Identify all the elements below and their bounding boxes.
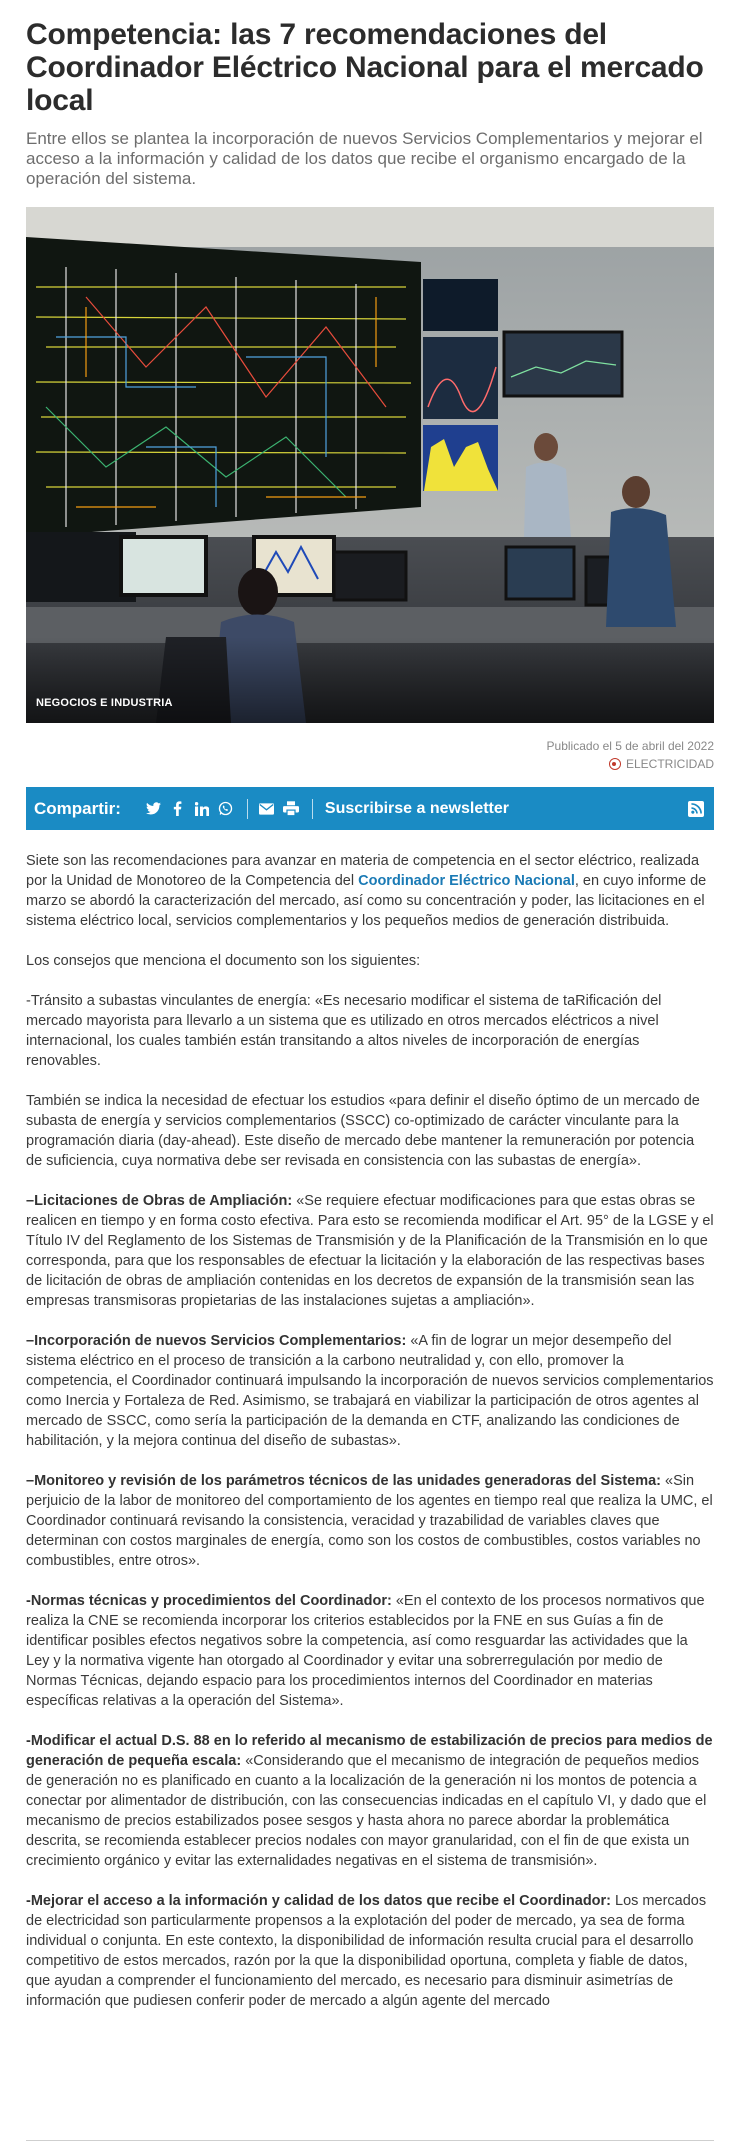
email-icon[interactable]	[258, 800, 276, 818]
whatsapp-icon[interactable]	[217, 800, 235, 818]
lightning-icon	[609, 758, 621, 770]
article-meta	[26, 737, 714, 775]
paragraph-list-intro: Los consejos que menciona el documento son los siguientes:	[26, 953, 421, 969]
article	[26, 0, 714, 2031]
paragraph-acceso: -Mejorar el acceso a la información y calidad de los datos que recibe el Coordinador: Los mercados de electricidad son particularmente propensos a la explotación del poder de mercado, ya sea de forma individual o conjunta. En este contexto, la disponibilidad de información resulta crucial para el desarrollo competitivo de estos mercados, razón por la que la disponibilidad oportuna, completa y fiable de datos, que ayudan a comprender el funcionamiento del mercado, es necesario para disminuir asimetrías de información que pudiesen conferir poder de mercado a algún agente del mercado	[26, 1893, 707, 2009]
article-subtitle: Entre ellos se plantea la incorporación de nuevos Servicios Complementarios y mejorar el acceso a la información y calidad de los datos que recibe el organismo encargado de la operación del sistema.	[26, 129, 703, 188]
hero-image	[26, 207, 714, 723]
newsletter-link[interactable]: Suscribirse a newsletter	[324, 799, 509, 817]
paragraph-subastas: -Tránsito a subastas vinculantes de energía: «Es necesario modificar el sistema de taRificación del mercado mayorista para llevarlo a un sistema que es utilizado en otros mercados eléctricos a nivel internacional, los cuales también están transitando a altos niveles de incorporación de energías renovables.	[26, 993, 662, 1069]
rss-icon[interactable]	[688, 801, 704, 817]
coordinador-link[interactable]: Coordinador Eléctrico Nacional	[358, 873, 575, 889]
paragraph-normas: -Normas técnicas y procedimientos del Coordinador: «En el contexto de los procesos normativos que realiza la CNE se recomienda incorporar los criterios establecidos por la FNE en sus Guías a fin de identificar posibles efectos negativos sobre la competencia, así como resguardar las actividades que la Ley y la normativa vigente han otorgado al Coordinador y evitar una sobrerregulación por medio de Normas Técnicas, dejando espacio para los procedimientos internos del Coordinador en materias específicas relativas a la operación del Sistema».	[26, 1593, 705, 1709]
paragraph-licitaciones: –Licitaciones de Obras de Ampliación: «Se requiere efectuar modificaciones para que estas obras se realicen en tiempo y en forma costo efectiva. Para esto se recomienda modificar el Art. 95° de la LGSE y el Título IV del Reglamento de los Sistemas de Transmisión y de la Planificación de la Transmisión en lo que corresponda, para que los responsables de efectuar la licitación y la elaboración de las respectivas bases de licitación de obras de ampliación contenidas en los decretos de expansión de la transmisión sean las empresas transmisoras propietarias de las instalaciones sujetas a ampliación».	[26, 1193, 714, 1309]
facebook-icon[interactable]	[169, 800, 187, 818]
share-bar	[26, 787, 714, 830]
share-divider-2	[312, 799, 313, 819]
twitter-icon[interactable]	[145, 800, 163, 818]
paragraph-servicios: –Incorporación de nuevos Servicios Complementarios: «A fin de lograr un mejor desempeño del sistema eléctrico en el proceso de transición a la carbono neutralidad y, con ello, promover la competencia, el Coordinador continuará impulsando la incorporación de nuevos servicios complementarios como Inercia y Fortaleza de Red. Asimismo, se trabajará en viabilizar la participación de otros agentes al mercado de SSCC, como sería la participación de la demanda en CTF, analizando las condiciones de habilitación, y la mejora continua del diseño de subastas».	[26, 1333, 714, 1449]
paragraph-ds88: -Modificar el actual D.S. 88 en lo referido al mecanismo de estabilización de precios para medios de generación de pequeña escala: «Considerando que el mecanismo de integración de pequeños medios de generación no es planificado en cuanto a la localización de la generación ni los montos de potencia a conectar por alimentador de distribución, con las consecuencias indicadas en el capítulo VI, y dado que el mecanismo de precios estabilizados posee sesgos y hasta ahora no parece abordar la problemática descrita, se recomienda establecer precios nodales con mayor granularidad, con el fin de que exista un crecimiento orgánico y evitar las externalidades negativas en el sistema de transmisión».	[26, 1733, 713, 1869]
publish-date: Publicado el 5 de abril del 2022	[546, 739, 714, 753]
linkedin-icon[interactable]	[193, 800, 211, 818]
control-room-photo	[26, 207, 714, 723]
article-title: Competencia: las 7 recomendaciones del Coordinador Eléctrico Nacional para el mercado local	[26, 18, 704, 117]
bottom-divider	[26, 2140, 714, 2141]
share-divider	[247, 799, 248, 819]
paragraph-intro: Siete son las recomendaciones para avanzar en materia de competencia en el sector eléctrico, realizada por la Unidad de Monotoreo de la Competencia del Coordinador Eléctrico Nacional, en cuyo informe de marzo se abordó la caracterización del mercado, así como su concentración y poder, las licitaciones en el sistema eléctrico local, servicios complementarios y los pequeños medios de generación distribuida.	[26, 853, 707, 929]
category-label[interactable]	[609, 755, 714, 773]
share-label: Compartir:	[34, 798, 121, 818]
paragraph-monitoreo: –Monitoreo y revisión de los parámetros técnicos de las unidades generadoras del Sistema: «Sin perjuicio de la labor de monitoreo del comportamiento de los agentes en tiempo real que realiza la UMC, el Coordinador continuará revisando la consistencia, veracidad y trazabilidad de variables claves que determinan con costos marginales de energía, como son los costos de combustibles, costos variables no combustibles, entre otros».	[26, 1473, 713, 1569]
image-category-tag[interactable]: NEGOCIOS E INDUSTRIA	[36, 697, 173, 709]
category-name[interactable]: ELECTRICIDAD	[625, 757, 714, 771]
print-icon[interactable]	[282, 800, 300, 818]
article-body	[26, 851, 714, 2011]
paragraph-estudios: También se indica la necesidad de efectuar los estudios «para definir el diseño óptimo de un mercado de subasta de energía y servicios complementarios (SSCC) co-optimizado de carácter vinculante para la programación diaria (day-ahead). Este diseño de mercado debe mantener la remuneración por potencia de suficiencia, cuya normativa debe ser revisada en consistencia con las subastas de energía».	[26, 1093, 700, 1169]
